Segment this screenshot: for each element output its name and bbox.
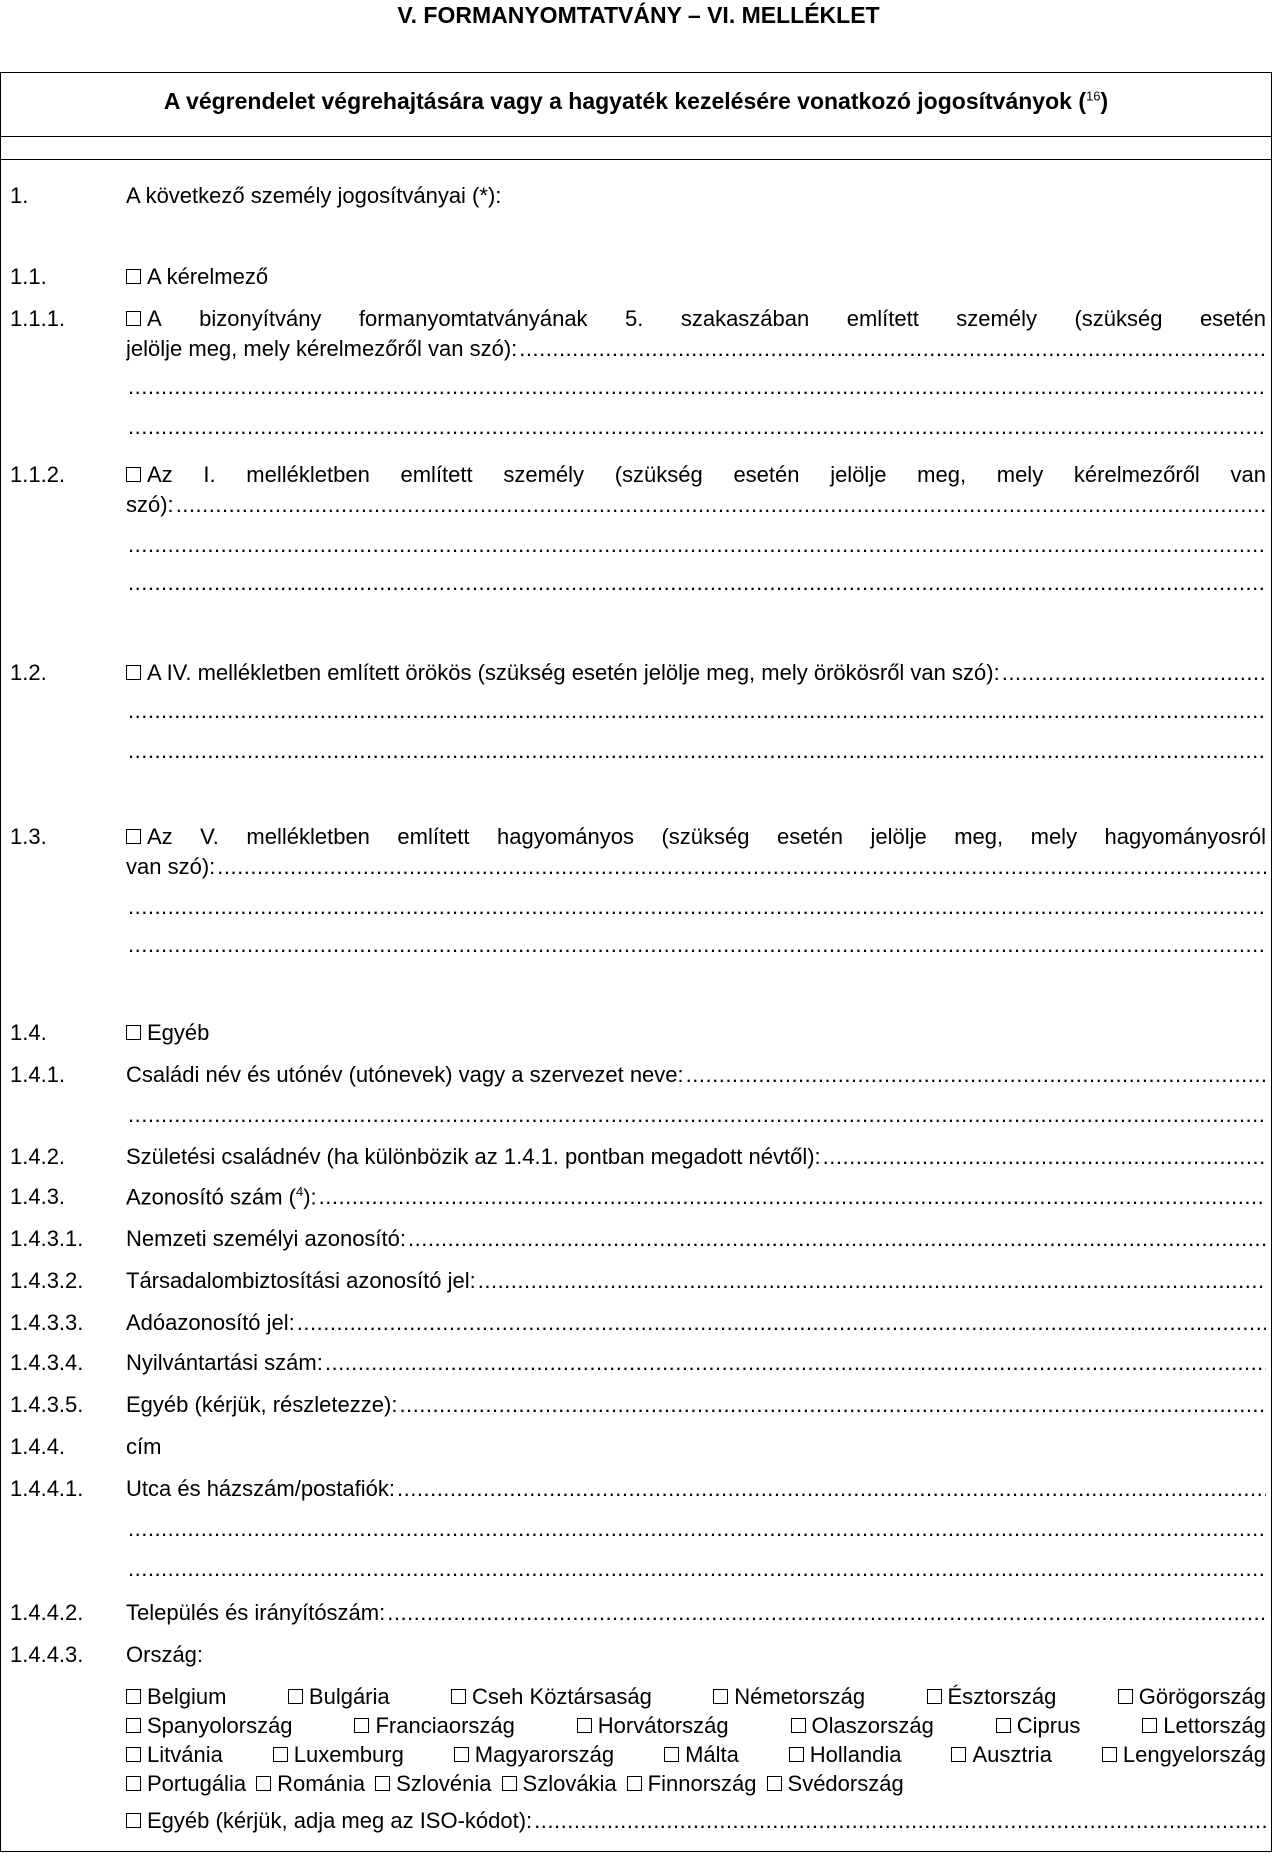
fill-line[interactable] [399,1392,1266,1418]
fill-line[interactable] [0,894,1272,924]
country-option[interactable]: Portugália [126,1771,246,1797]
country-option[interactable]: Lettország [1142,1713,1266,1739]
country-option[interactable]: Németország [713,1684,865,1710]
checkbox[interactable] [577,1718,592,1733]
divider [0,159,1272,160]
section-1: 1. A következő személy jogosítványai (*): [10,183,502,208]
fill-line[interactable] [0,738,1272,768]
form-subtitle: A végrendelet végrehajtására vagy a hagyaték kezelésére vonatkozó jogosítványok ($^{16}$) [163,88,1109,114]
checkbox[interactable] [502,1776,517,1791]
section-1-2: 1.2. A IV. mellékletben említett örökös (szükség esetén jelölje meg, mely örökösről van szó): ..... [0,660,1272,690]
country-option[interactable]: Ausztria [951,1742,1051,1768]
section-1-1-1: 1.1.1. A bizonyítvány formanyomtatványának 5. szakaszában említett személy (szükség esetén [10,306,1266,331]
field-registration-number: 1.4.3.4. Nyilvántartási szám: ..... [0,1350,1272,1380]
country-option[interactable]: Szlovénia [375,1771,491,1797]
checkbox[interactable] [126,1747,141,1762]
fill-line[interactable] [478,1268,1266,1294]
country-option[interactable]: Litvánia [126,1742,223,1768]
other-checkbox[interactable] [126,1025,141,1040]
fill-line[interactable]: van szó): ..... [0,854,1272,884]
checkbox[interactable] [791,1718,806,1733]
fill-line[interactable] [0,414,1272,444]
checkbox[interactable] [256,1776,271,1791]
country-option[interactable]: Belgium [126,1684,226,1710]
checkbox[interactable] [1142,1718,1157,1733]
country-option[interactable]: Ciprus [996,1713,1081,1739]
fill-line[interactable]: szó): ..... [0,492,1272,522]
field-address-heading: 1.4.4. cím [10,1434,162,1459]
divider [0,136,1272,137]
checkbox[interactable] [713,1689,728,1704]
country-checkbox-list [126,1684,1266,1800]
country-option[interactable]: Görögország [1118,1684,1266,1710]
applicant-section5-checkbox[interactable] [126,311,141,326]
fill-line[interactable] [319,1184,1266,1210]
country-option[interactable]: Észtország [927,1684,1057,1710]
fill-line[interactable] [0,932,1272,962]
country-row [126,1771,1266,1800]
checkbox[interactable] [126,1689,141,1704]
section-1-1-2: 1.1.2. Az I. mellékletben említett személy (szükség esetén jelölje meg, mely kérelmezőről van [10,462,1266,487]
checkbox[interactable] [451,1689,466,1704]
country-option[interactable]: Spanyolország [126,1713,293,1739]
country-other-checkbox[interactable] [126,1813,141,1828]
country-option[interactable]: Horvátország [577,1713,729,1739]
field-social-security: 1.4.3.2. Társadalombiztosítási azonosító jel: ..... [0,1268,1272,1298]
checkbox[interactable] [767,1776,782,1791]
checkbox[interactable] [789,1747,804,1762]
country-option[interactable]: Luxemburg [273,1742,404,1768]
justified-line: Az I. mellékletben említett személy (szükség esetén jelölje meg, mely kérelmezőről van [126,462,1266,488]
applicant-checkbox[interactable] [126,269,141,284]
justified-line: Az V. mellékletben említett hagyományos (szükség esetén jelölje meg, mely hagyományosról [126,824,1266,850]
fill-line[interactable] [0,532,1272,562]
annex1-person-checkbox[interactable] [126,467,141,482]
country-option[interactable]: Bulgária [288,1684,390,1710]
footnote-ref: 4 [295,1184,304,1199]
checkbox[interactable] [375,1776,390,1791]
country-row [126,1742,1266,1771]
field-country: 1.4.4.3. Ország: [10,1642,204,1667]
checkbox[interactable] [951,1747,966,1762]
checkbox[interactable] [627,1776,642,1791]
country-option[interactable]: Hollandia [789,1742,902,1768]
justified-line: A bizonyítvány formanyomtatványának 5. szakaszában említett személy (szükség esetén [126,306,1266,332]
fill-line[interactable] [0,698,1272,728]
field-street: 1.4.4.1. Utca és házszám/postafiók: ..... [0,1476,1272,1506]
country-option[interactable]: Szlovákia [502,1771,617,1797]
section-1-1: 1.1. A kérelmező [10,264,269,289]
country-option[interactable]: Cseh Köztársaság [451,1684,652,1710]
section-1-3: 1.3. Az V. mellékletben említett hagyományos (szükség esetén jelölje meg, mely hagyományosról [10,824,1266,849]
fill-line[interactable] [534,1808,1266,1834]
checkbox[interactable] [288,1689,303,1704]
fill-line[interactable] [0,374,1272,404]
checkbox[interactable] [1102,1747,1117,1762]
checkbox[interactable] [927,1689,942,1704]
section-1-label: A következő személy jogosítványai (*): [126,183,502,208]
checkbox[interactable] [664,1747,679,1762]
fill-line[interactable] [1002,660,1266,686]
fill-line[interactable]: jelölje meg, mely kérelmezőről van szó): ..... [0,336,1272,366]
form-title: V. FORMANYOMTATVÁNY – VI. MELLÉKLET [397,2,880,28]
field-national-id: 1.4.3.1. Nemzeti személyi azonosító: ..... [0,1226,1272,1256]
checkbox[interactable] [126,1776,141,1791]
field-tax-id: 1.4.3.3. Adóazonosító jel: ..... [0,1310,1272,1340]
country-option[interactable]: Lengyelország [1102,1742,1266,1768]
fill-line[interactable] [397,1476,1266,1502]
country-option[interactable]: Magyarország [454,1742,614,1768]
country-row [126,1684,1266,1713]
country-option[interactable]: Franciaország [354,1713,514,1739]
checkbox[interactable] [126,1718,141,1733]
fill-line[interactable] [408,1226,1266,1252]
checkbox[interactable] [354,1718,369,1733]
field-name: 1.4.1. Családi név és utónév (utónevek) vagy a szervezet neve: ..... [0,1062,1272,1092]
section-1-4: 1.4. Egyéb [10,1020,210,1045]
legatee-checkbox[interactable] [126,829,141,844]
country-other-option: Egyéb (kérjük, adja meg az ISO-kódot): ..... [0,1808,1272,1838]
fill-line[interactable] [387,1600,1266,1626]
checkbox[interactable] [273,1747,288,1762]
fill-line[interactable] [297,1310,1266,1336]
checkbox[interactable] [454,1747,469,1762]
country-option[interactable]: Svédország [767,1771,904,1797]
fill-line[interactable] [0,570,1272,600]
heir-checkbox[interactable] [126,665,141,680]
checkbox[interactable] [996,1718,1011,1733]
fill-line[interactable] [0,1102,1272,1132]
country-option[interactable]: Olaszország [791,1713,934,1739]
fill-line[interactable] [0,1516,1272,1546]
fill-line[interactable] [823,1144,1266,1170]
footnote-ref: 16 [1085,88,1101,104]
country-option[interactable]: Finnország [627,1771,757,1797]
fill-line[interactable] [325,1350,1266,1376]
field-city-postcode: 1.4.4.2. Település és irányítószám: ..... [0,1600,1272,1630]
field-birth-name: 1.4.2. Születési családnév (ha különbözik az 1.4.1. pontban megadott névtől): ..... [0,1144,1272,1174]
fill-line[interactable] [686,1062,1266,1088]
checkbox[interactable] [1118,1689,1133,1704]
field-other-id: 1.4.3.5. Egyéb (kérjük, részletezze): ..... [0,1392,1272,1422]
country-row [126,1713,1266,1742]
fill-line[interactable] [0,1556,1272,1586]
country-option[interactable]: Málta [664,1742,739,1768]
country-option[interactable]: Románia [256,1771,365,1797]
field-id-number: 1.4.3. Azonosító szám ($^4$): ..... [0,1184,1272,1214]
